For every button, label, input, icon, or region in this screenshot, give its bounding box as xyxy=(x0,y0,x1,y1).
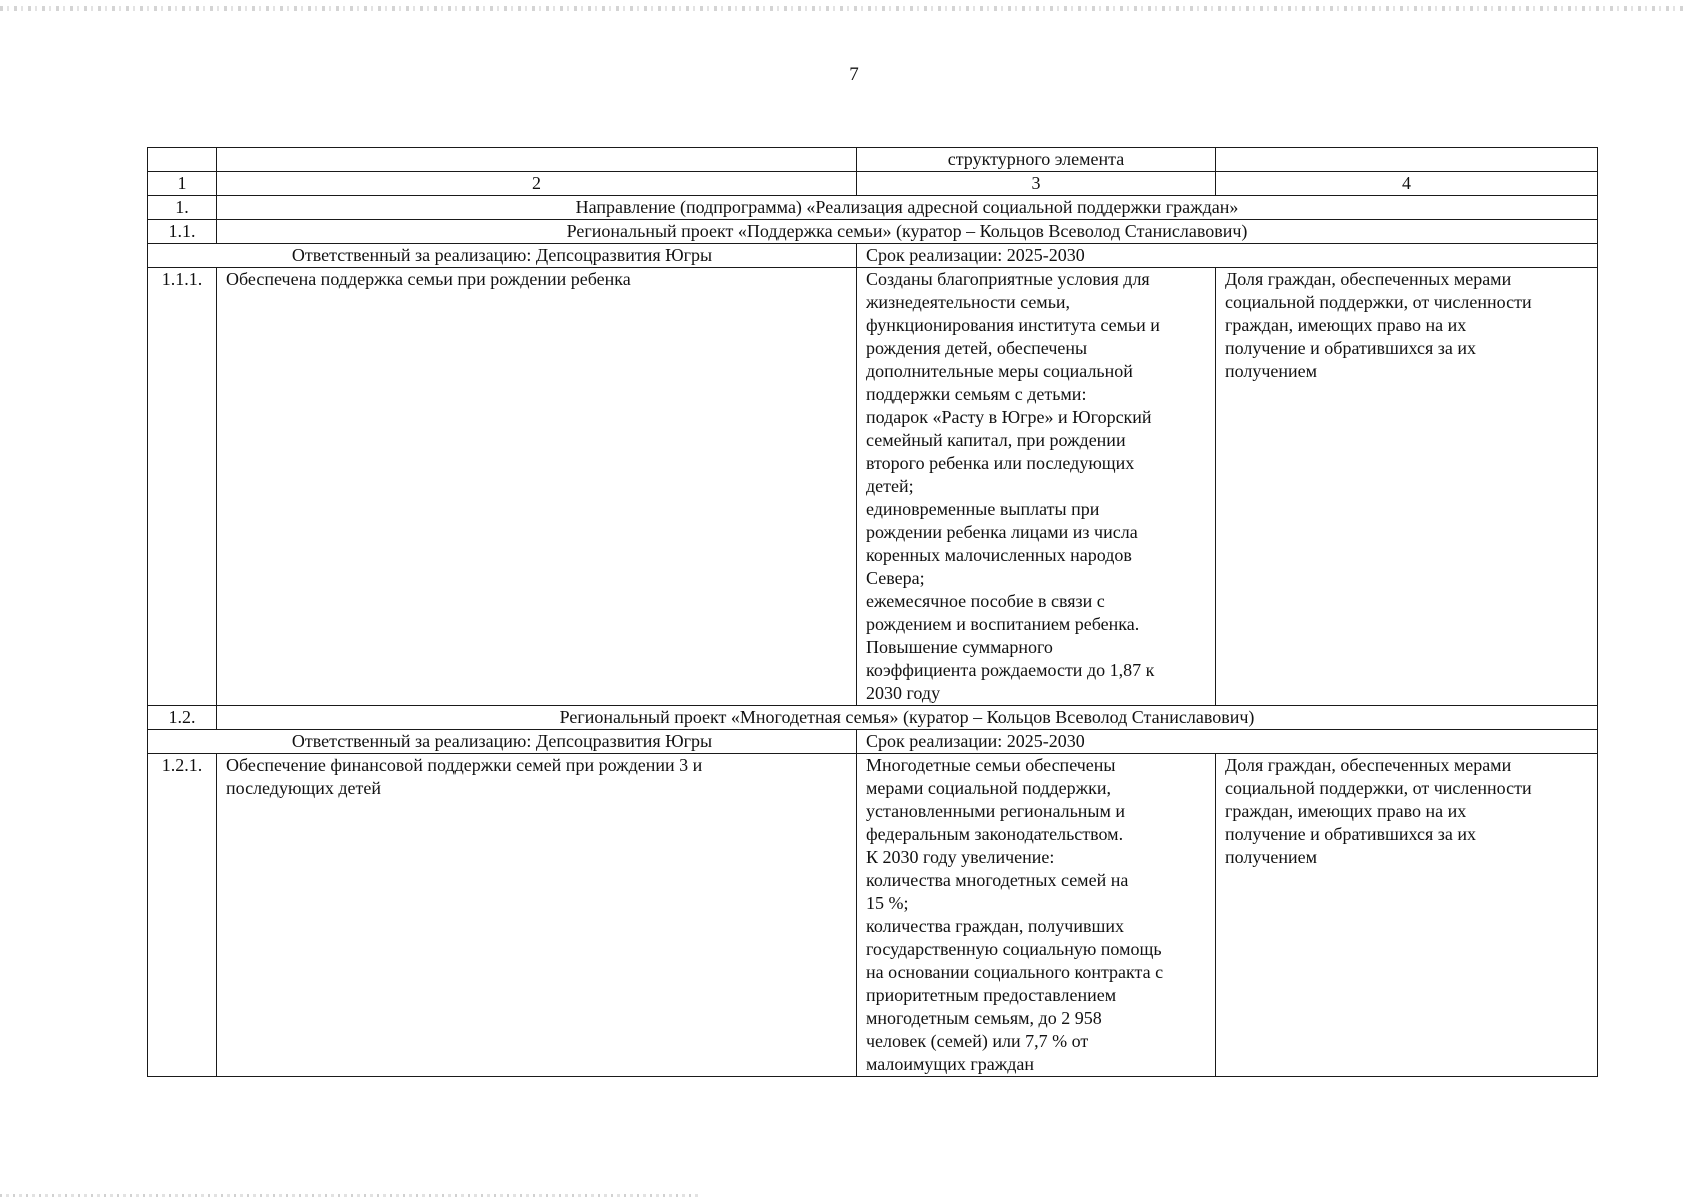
indicator-lines xyxy=(1225,754,1588,869)
program-structure-table xyxy=(147,147,1598,1077)
text-line: Многодетные семьи обеспечены xyxy=(866,755,1116,775)
text-line: получением xyxy=(1225,847,1318,867)
project-number: 1.2. xyxy=(148,706,217,730)
project-title: Региональный проект «Поддержка семьи» (куратор – Кольцов Всеволод Станиславович) xyxy=(217,220,1598,244)
indicator-lines xyxy=(1225,268,1588,383)
text-line: 2030 году xyxy=(866,683,941,703)
text-line: получением xyxy=(1225,361,1318,381)
text-line: детей; xyxy=(866,476,914,496)
text-line: семейный капитал, при рождении xyxy=(866,430,1126,450)
column-number-3: 3 xyxy=(857,172,1216,196)
text-line: 15 %; xyxy=(866,893,909,913)
text-line: коэффициента рождаемости до 1,87 к xyxy=(866,660,1155,680)
project-responsible-row xyxy=(148,730,1598,754)
scan-noise-top xyxy=(0,6,1686,11)
task-name-lines xyxy=(226,754,847,800)
effects-lines xyxy=(866,754,1206,1076)
text-line: приоритетным предоставлением xyxy=(866,985,1117,1005)
text-line: жизнедеятельности семьи, xyxy=(866,292,1071,312)
column-number-1: 1 xyxy=(148,172,217,196)
text-line: федеральным законодательством. xyxy=(866,824,1124,844)
text-line: коренных малочисленных народов xyxy=(866,545,1132,565)
text-line: государственную социальную помощь xyxy=(866,939,1162,959)
text-line: поддержки семьям с детьми: xyxy=(866,384,1087,404)
task-effects xyxy=(857,268,1216,706)
text-line: рождением и воспитанием ребенка. xyxy=(866,614,1140,634)
responsible-cell: Ответственный за реализацию: Депсоцразвития Югры xyxy=(148,244,857,268)
header-cell-1 xyxy=(148,148,217,172)
text-line: малоимущих граждан xyxy=(866,1054,1035,1074)
direction-title: Направление (подпрограмма) «Реализация адресной социальной поддержки граждан» xyxy=(217,196,1598,220)
text-line: второго ребенка или последующих xyxy=(866,453,1135,473)
text-line: Созданы благоприятные условия для xyxy=(866,269,1150,289)
task-row xyxy=(148,754,1598,1077)
column-number-row xyxy=(148,172,1598,196)
text-line: Доля граждан, обеспеченных мерами xyxy=(1225,269,1512,289)
header-cell-4 xyxy=(1216,148,1598,172)
text-line: социальной поддержки, от численности xyxy=(1225,778,1532,798)
text-line: Повышение суммарного xyxy=(866,637,1053,657)
text-line: последующих детей xyxy=(226,778,382,798)
header-cell-3: структурного элемента xyxy=(857,148,1216,172)
header-cell-2 xyxy=(217,148,857,172)
project-responsible-row xyxy=(148,244,1598,268)
text-line: социальной поддержки, от численности xyxy=(1225,292,1532,312)
term-cell: Срок реализации: 2025-2030 xyxy=(857,730,1598,754)
task-row xyxy=(148,268,1598,706)
text-line: установленными региональным и xyxy=(866,801,1126,821)
text-line: подарок «Расту в Югре» и Югорский xyxy=(866,407,1152,427)
text-line: дополнительные меры социальной xyxy=(866,361,1133,381)
project-row xyxy=(148,706,1598,730)
text-line: получение и обратившихся за их xyxy=(1225,338,1476,358)
text-line: человек (семей) или 7,7 % от xyxy=(866,1031,1089,1051)
column-number-4: 4 xyxy=(1216,172,1598,196)
text-line: количества многодетных семей на xyxy=(866,870,1129,890)
direction-row xyxy=(148,196,1598,220)
text-line: рождении ребенка лицами из числа xyxy=(866,522,1138,542)
project-number: 1.1. xyxy=(148,220,217,244)
text-line: многодетным семьям, до 2 958 xyxy=(866,1008,1102,1028)
project-title: Региональный проект «Многодетная семья» (куратор – Кольцов Всеволод Станиславович) xyxy=(217,706,1598,730)
header-row-continued xyxy=(148,148,1598,172)
text-line: граждан, имеющих право на их xyxy=(1225,315,1467,335)
scan-noise-bottom xyxy=(0,1194,700,1197)
text-line: граждан, имеющих право на их xyxy=(1225,801,1467,821)
effects-lines xyxy=(866,268,1206,705)
text-line: мерами социальной поддержки, xyxy=(866,778,1111,798)
text-line: Обеспечение финансовой поддержки семей при рождении 3 и xyxy=(226,755,703,775)
task-indicator xyxy=(1216,268,1598,706)
text-line: получение и обратившихся за их xyxy=(1225,824,1476,844)
page-number: 7 xyxy=(849,64,859,85)
term-cell: Срок реализации: 2025-2030 xyxy=(857,244,1598,268)
responsible-cell: Ответственный за реализацию: Депсоцразвития Югры xyxy=(148,730,857,754)
column-number-2: 2 xyxy=(217,172,857,196)
project-row xyxy=(148,220,1598,244)
task-name: Обеспечена поддержка семьи при рождении ребенка xyxy=(217,268,857,706)
task-name xyxy=(217,754,857,1077)
text-line: Севера; xyxy=(866,568,925,588)
text-line: рождения детей, обеспечены xyxy=(866,338,1088,358)
text-line: на основании социального контракта с xyxy=(866,962,1164,982)
task-effects xyxy=(857,754,1216,1077)
task-indicator xyxy=(1216,754,1598,1077)
text-line: ежемесячное пособие в связи с xyxy=(866,591,1105,611)
text-line: К 2030 году увеличение: xyxy=(866,847,1055,867)
text-line: Доля граждан, обеспеченных мерами xyxy=(1225,755,1512,775)
text-line: единовременные выплаты при xyxy=(866,499,1100,519)
task-number: 1.1.1. xyxy=(148,268,217,706)
task-number: 1.2.1. xyxy=(148,754,217,1077)
text-line: количества граждан, получивших xyxy=(866,916,1124,936)
direction-number: 1. xyxy=(148,196,217,220)
text-line: функционирования института семьи и xyxy=(866,315,1160,335)
